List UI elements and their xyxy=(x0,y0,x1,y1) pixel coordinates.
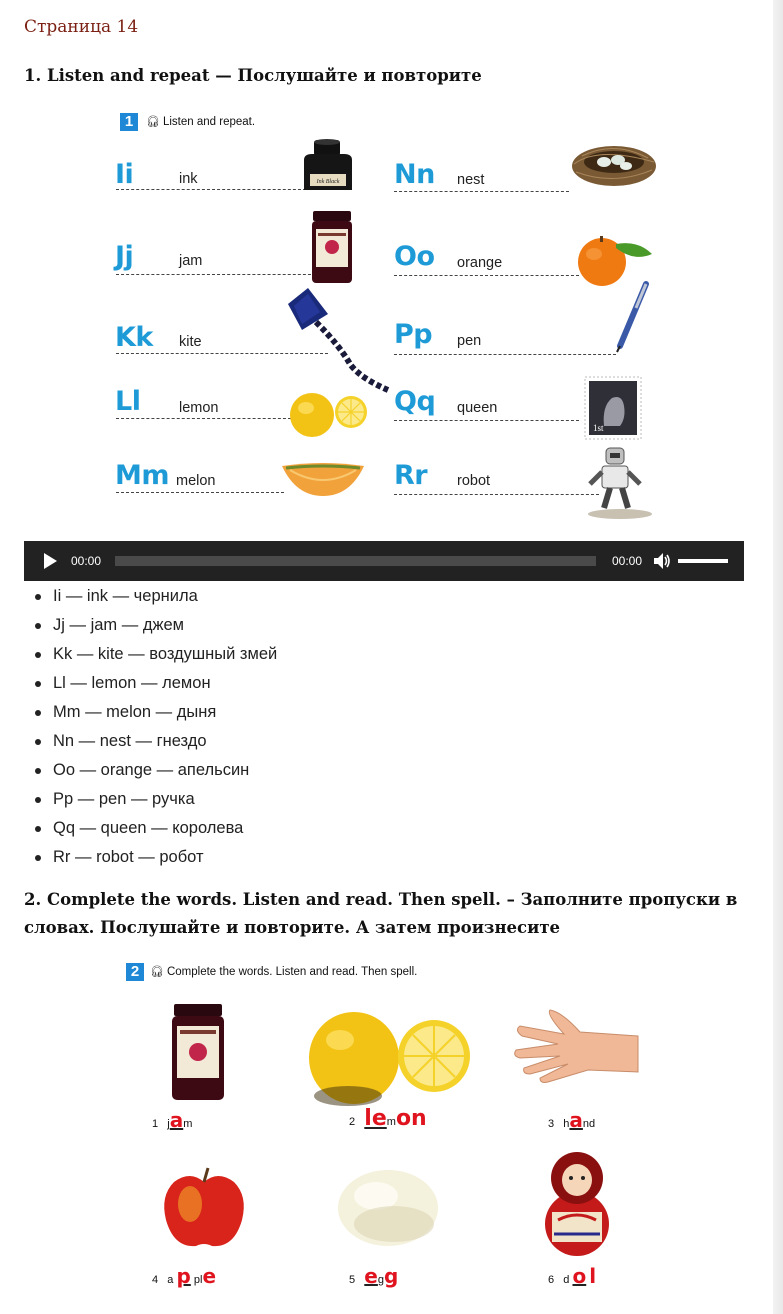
egg-image xyxy=(336,1168,440,1248)
list-item: Rr — robot — робот xyxy=(53,844,277,873)
volume-icon[interactable] xyxy=(652,551,672,571)
answer-6: 6 d o l xyxy=(548,1264,597,1288)
lemon-image xyxy=(288,388,370,440)
list-item: Ii — ink — чернила xyxy=(53,583,277,612)
robot-image xyxy=(582,444,652,524)
list-item: Qq — queen — королева xyxy=(53,815,277,844)
letter-mm: Mm xyxy=(115,460,170,491)
word-orange: orange xyxy=(457,255,503,271)
dashed-line xyxy=(116,189,306,190)
list-item: Mm — melon — дыня xyxy=(53,699,277,728)
duration: 00:00 xyxy=(612,554,643,568)
audio-progress-slider[interactable] xyxy=(115,556,596,566)
answer-5: 5 egg xyxy=(349,1264,399,1288)
letter-kk: Kk xyxy=(115,322,153,353)
word-queen: queen xyxy=(457,400,498,416)
dashed-line xyxy=(394,354,616,355)
letter-jj: Jj xyxy=(115,241,134,272)
letter-oo: Oo xyxy=(394,241,435,272)
doll-image xyxy=(542,1148,612,1258)
stamp-value: 1st xyxy=(593,423,604,433)
exercise-2-image xyxy=(124,958,644,1298)
exercise-1-image xyxy=(112,104,667,528)
scrollbar-track[interactable] xyxy=(773,0,783,1314)
list-item: Jj — jam — джем xyxy=(53,612,277,641)
hand-image xyxy=(510,1006,640,1086)
dashed-line xyxy=(116,274,316,275)
dashed-line xyxy=(394,191,569,192)
ink-bottle-image xyxy=(300,138,358,194)
current-time: 00:00 xyxy=(71,554,102,568)
apple-image xyxy=(160,1164,248,1252)
ink-label: Ink Black xyxy=(316,179,340,185)
volume-slider[interactable] xyxy=(678,559,728,563)
word-robot: robot xyxy=(457,473,491,489)
dashed-line xyxy=(394,275,579,276)
list-item: Pp — pen — ручка xyxy=(53,786,277,815)
jam-jar-image xyxy=(170,1002,226,1102)
dashed-line xyxy=(394,494,599,495)
answer-2: 2 lemon xyxy=(349,1106,427,1131)
jam-jar-image xyxy=(310,209,354,285)
letter-pp: Pp xyxy=(394,319,433,350)
answer-1: 1 jam xyxy=(152,1108,193,1132)
answer-3: 3 hand xyxy=(548,1108,596,1132)
audio-player xyxy=(24,541,744,581)
play-icon[interactable] xyxy=(44,553,57,569)
nest-image xyxy=(568,136,660,190)
list-item: Nn — nest — гнездо xyxy=(53,728,277,757)
vocabulary-list xyxy=(53,583,277,873)
word-ink: ink xyxy=(179,171,198,187)
letter-ll: Ll xyxy=(115,386,141,417)
stamp-image xyxy=(584,376,642,440)
kite-image xyxy=(280,286,392,396)
dashed-line xyxy=(116,492,284,493)
dashed-line xyxy=(116,418,291,419)
melon-image xyxy=(280,462,366,498)
lemon-image xyxy=(306,1004,476,1110)
letter-ii: Ii xyxy=(115,159,134,190)
word-lemon: lemon xyxy=(179,400,219,416)
page-label: Страница 14 xyxy=(24,17,139,37)
exercise-instruction: 🎧︎ Listen and repeat. xyxy=(146,116,256,128)
letter-rr: Rr xyxy=(394,460,428,491)
word-jam: jam xyxy=(179,253,203,269)
exercise-number: 1 xyxy=(120,113,138,131)
word-melon: melon xyxy=(176,473,216,489)
exercise-number: 2 xyxy=(126,963,144,981)
letter-qq: Qq xyxy=(394,386,436,417)
letter-nn: Nn xyxy=(394,159,435,190)
headphones-icon: 🎧︎ xyxy=(146,116,160,128)
word-nest: nest xyxy=(457,172,485,188)
word-kite: kite xyxy=(179,334,202,350)
section-2-heading: 2. Complete the words. Listen and read. Then spell. – Заполните пропуски в словах. Послушайте и повторите. А затем произнесите xyxy=(24,890,738,937)
exercise-instruction: 🎧︎ Complete the words. Listen and read. Then spell. xyxy=(150,966,418,978)
headphones-icon: 🎧︎ xyxy=(150,966,164,978)
pen-image xyxy=(612,280,652,354)
answer-4: 4 a p ple xyxy=(152,1264,217,1288)
list-item: Oo — orange — апельсин xyxy=(53,757,277,786)
word-pen: pen xyxy=(457,333,482,349)
list-item: Ll — lemon — лемон xyxy=(53,670,277,699)
list-item: Kk — kite — воздушный змей xyxy=(53,641,277,670)
section-1-heading: 1. Listen and repeat — Послушайте и повторите xyxy=(24,66,482,85)
dashed-line xyxy=(394,420,579,421)
